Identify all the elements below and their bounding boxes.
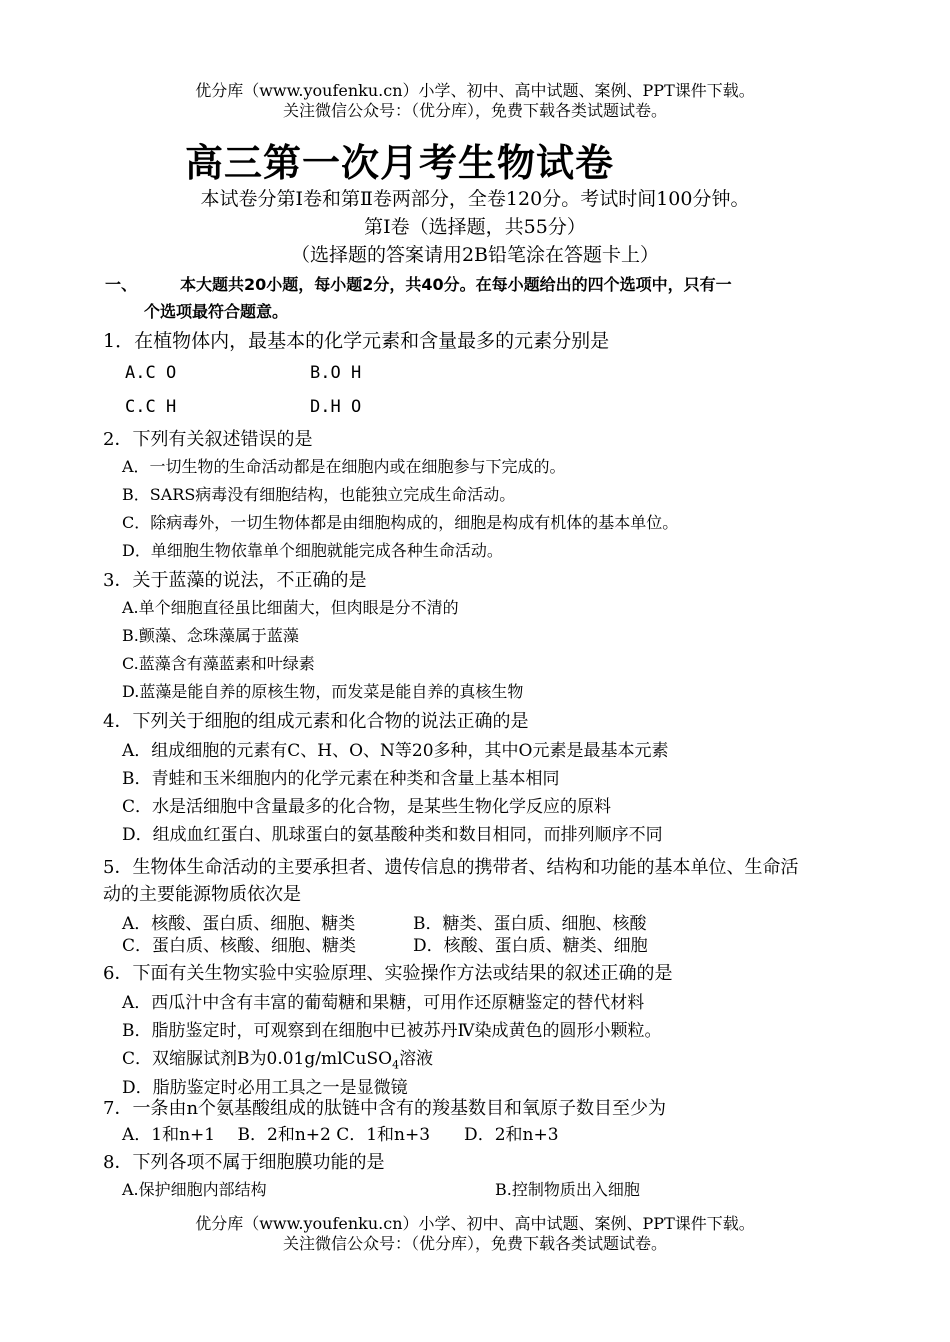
question-3-option-d: D.蓝藻是能自养的原核生物，而发菜是能自养的真核生物 [122, 682, 524, 701]
question-5-stem-line2: 动的主要能源物质依次是 [103, 884, 301, 905]
question-6-option-d: D．脂肪鉴定时必用工具之一是显微镜 [122, 1078, 408, 1098]
section-instructions-line2: 个选项最符合题意。 [144, 302, 289, 321]
question-4-stem: 4．下列关于细胞的组成元素和化合物的说法正确的是 [103, 711, 529, 732]
section-instructions-line1: 本大题共20小题，每小题2分，共40分。在每小题给出的四个选项中，只有一 [180, 275, 732, 294]
question-2-option-c: C．除病毒外，一切生物体都是由细胞构成的，细胞是构成有机体的基本单位。 [122, 513, 679, 532]
question-4-option-b: B．青蛙和玉米细胞内的化学元素在种类和含量上基本相同 [122, 769, 560, 789]
footer-line-2: 关注微信公众号：（优分库），免费下载各类试题试卷。 [282, 1234, 667, 1253]
question-6-option-c [122, 1044, 433, 1071]
question-1-stem: 1．在植物体内，最基本的化学元素和含量最多的元素分别是 [103, 330, 610, 352]
question-2-option-a: A．一切生物的生命活动都是在细胞内或在细胞参与下完成的。 [122, 457, 566, 476]
question-6-stem: 6．下面有关生物实验中实验原理、实验操作方法或结果的叙述正确的是 [103, 963, 673, 984]
question-1-option-b: B.O H [310, 363, 362, 383]
question-5-option-b: B．糖类、蛋白质、细胞、核酸 [413, 914, 647, 934]
section-number: 一、 [105, 275, 138, 294]
question-1-option-a: A.C O [125, 363, 177, 383]
question-1-option-c: C.C H [125, 397, 177, 417]
question-3-option-b: B.颤藻、念珠藻属于蓝藻 [122, 626, 299, 645]
question-8-option-a: A.保护细胞内部结构 [122, 1180, 267, 1199]
answer-note: （选择题的答案请用2B铅笔涂在答题卡上） [290, 244, 660, 266]
header-line-1: 优分库（www.youfenku.cn）小学、初中、高中试题、案例、PPT课件下载。 [195, 81, 755, 100]
exam-title: 高三第一次月考生物试卷 [185, 141, 615, 185]
question-6-option-b: B．脂肪鉴定时，可观察到在细胞中已被苏丹Ⅳ染成黄色的圆形小颗粒。 [122, 1021, 662, 1041]
question-6-option-c-subscript: 4 [392, 1058, 400, 1072]
footer-line-1: 优分库（www.youfenku.cn）小学、初中、高中试题、案例、PPT课件下载。 [195, 1214, 755, 1233]
question-5-option-c: C．蛋白质、核酸、细胞、糖类 [122, 936, 357, 956]
question-4-option-d: D．组成血红蛋白、肌球蛋白的氨基酸种类和数目相同，而排列顺序不同 [122, 825, 663, 845]
question-6-option-c-text: C．双缩脲试剂B为0.01g/mlCuSO [122, 1049, 393, 1069]
question-1-option-d: D.H O [310, 397, 362, 417]
question-8-option-b: B.控制物质出入细胞 [495, 1180, 640, 1199]
question-4-option-a: A．组成细胞的元素有C、H、O、N等20多种，其中O元素是最基本元素 [122, 741, 669, 761]
exam-intro: 本试卷分第Ⅰ卷和第Ⅱ卷两部分，全卷120分。考试时间100分钟。 [200, 188, 750, 210]
question-4-option-c: C．水是活细胞中含量最多的化合物，是某些生物化学反应的原料 [122, 797, 612, 817]
question-5-stem-line1: 5．生物体生命活动的主要承担者、遗传信息的携带者、结构和功能的基本单位、生命活 [103, 857, 799, 878]
question-3-option-a: A.单个细胞直径虽比细菌大，但肉眼是分不清的 [122, 598, 459, 617]
question-8-stem: 8．下列各项不属于细胞膜功能的是 [103, 1152, 385, 1173]
question-5-option-a: A．核酸、蛋白质、细胞、糖类 [122, 914, 356, 934]
question-2-stem: 2．下列有关叙述错误的是 [103, 429, 313, 450]
question-7-options: A．1和n+1 B．2和n+2 C．1和n+3 D．2和n+3 [122, 1125, 559, 1145]
header-line-2: 关注微信公众号：（优分库），免费下载各类试题试卷。 [282, 101, 667, 120]
question-5-option-d: D．核酸、蛋白质、糖类、细胞 [413, 936, 648, 956]
part-one-heading: 第Ⅰ卷（选择题，共55分） [364, 216, 586, 238]
question-6-option-c-suffix: 溶液 [399, 1049, 434, 1069]
question-3-option-c: C.蓝藻含有藻蓝素和叶绿素 [122, 654, 315, 673]
question-2-option-b: B．SARS病毒没有细胞结构，也能独立完成生命活动。 [122, 485, 516, 504]
question-7-stem: 7．一条由n个氨基酸组成的肽链中含有的羧基数目和氧原子数目至少为 [103, 1098, 667, 1119]
question-6-option-a: A．西瓜汁中含有丰富的葡萄糖和果糖，可用作还原糖鉴定的替代材料 [122, 993, 645, 1013]
question-3-stem: 3．关于蓝藻的说法，不正确的是 [103, 570, 367, 591]
question-2-option-d: D．单细胞生物依靠单个细胞就能完成各种生命活动。 [122, 541, 503, 560]
